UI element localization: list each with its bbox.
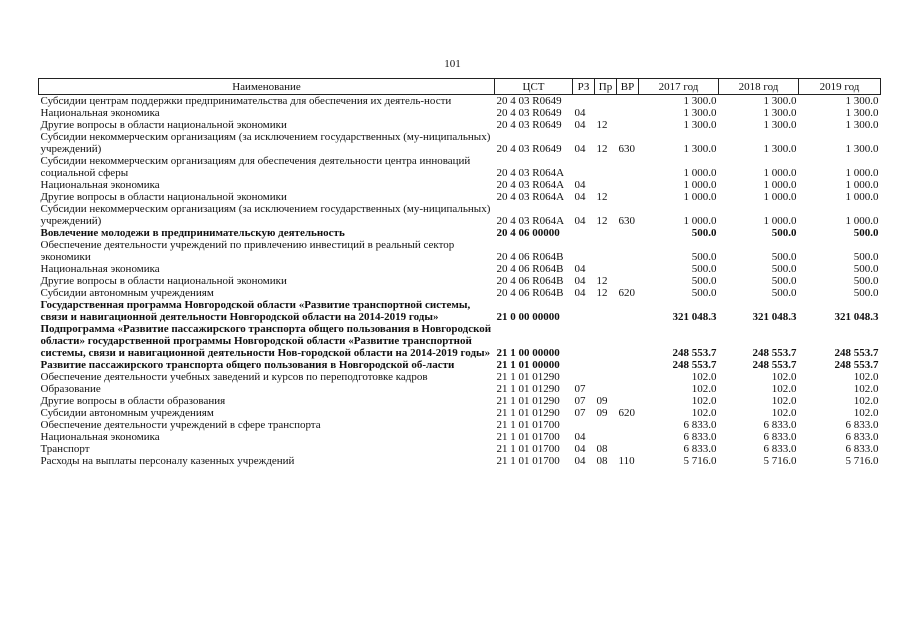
- row-name: Субсидии некоммерческим организациям (за исключением государственных (му-ниципальных) учреждений): [40, 203, 491, 227]
- row-2017: 102.0: [691, 395, 717, 407]
- row-cst: 21 1 01 01290: [496, 371, 560, 383]
- header-2017: 2017 год: [639, 79, 719, 95]
- row-cst: 21 1 00 00000: [496, 347, 560, 359]
- row-rz: [573, 155, 595, 179]
- row-2018: 1 000.0: [763, 215, 797, 227]
- row-vr: [617, 239, 639, 263]
- row-vr: 110: [618, 455, 635, 467]
- row-pr: 12: [596, 119, 608, 131]
- table-row: [39, 359, 881, 371]
- header-rz: РЗ: [573, 79, 595, 95]
- row-cst: 21 1 01 01700: [496, 431, 560, 443]
- row-vr: [617, 395, 639, 407]
- row-2017: 5 716.0: [683, 455, 717, 467]
- budget-table: [38, 78, 881, 467]
- row-rz: 04: [574, 431, 586, 443]
- table-row: [39, 227, 881, 239]
- row-2019: 500.0: [853, 275, 879, 287]
- table-row: [39, 287, 881, 299]
- row-2018: 6 833.0: [763, 443, 797, 455]
- row-vr: [617, 383, 639, 395]
- table-row: [39, 443, 881, 455]
- row-vr: [617, 419, 639, 431]
- header-row: [39, 79, 881, 95]
- row-2019: 6 833.0: [845, 431, 879, 443]
- row-2019: 1 000.0: [845, 215, 879, 227]
- row-2018: 102.0: [771, 407, 797, 419]
- row-2017: 6 833.0: [683, 443, 717, 455]
- row-rz: [573, 299, 595, 323]
- row-rz: 04: [574, 107, 586, 119]
- row-vr: [617, 95, 639, 108]
- row-name: Развитие пассажирского транспорта общего пользования в Новгородской об-ласти: [40, 359, 455, 371]
- row-pr: 12: [596, 191, 608, 203]
- row-2018: 1 000.0: [763, 191, 797, 203]
- row-vr: [617, 371, 639, 383]
- table-row: [39, 203, 881, 227]
- table-row: [39, 395, 881, 407]
- table-row: [39, 263, 881, 275]
- row-2019: 1 000.0: [845, 167, 879, 179]
- row-vr: [617, 119, 639, 131]
- row-cst: 20 4 03 R0649: [496, 95, 562, 107]
- row-2019: 102.0: [853, 371, 879, 383]
- row-2017: 321 048.3: [672, 311, 717, 323]
- header-2018: 2018 год: [719, 79, 799, 95]
- row-rz: [573, 371, 595, 383]
- row-rz: [573, 359, 595, 371]
- row-rz: 04: [574, 443, 586, 455]
- table-row: [39, 179, 881, 191]
- row-2019: 5 716.0: [845, 455, 879, 467]
- row-name: Обеспечение деятельности учреждений по привлечению инвестиций в реальный сектор экономики: [40, 239, 455, 263]
- row-2017: 102.0: [691, 383, 717, 395]
- row-2019: 321 048.3: [834, 311, 879, 323]
- row-2018: 500.0: [771, 287, 797, 299]
- row-pr: 12: [596, 143, 608, 155]
- row-rz: 04: [574, 179, 586, 191]
- row-name: Вовлечение молодежи в предпринимательскую деятельность: [40, 227, 345, 239]
- row-name: Обеспечение деятельности учреждений в сфере транспорта: [40, 419, 321, 431]
- row-2018: 1 300.0: [763, 107, 797, 119]
- row-name: Другие вопросы в области национальной экономики: [40, 275, 287, 287]
- row-vr: [617, 155, 639, 179]
- header-cst: ЦСТ: [495, 79, 573, 95]
- row-2018: 321 048.3: [752, 311, 797, 323]
- row-cst: 21 1 01 01290: [496, 407, 560, 419]
- row-name: Субсидии некоммерческим организациям для обеспечения деятельности центра инноваций социальной сферы: [40, 155, 471, 179]
- row-2018: 500.0: [771, 275, 797, 287]
- row-pr: 12: [596, 275, 608, 287]
- row-2018: 1 000.0: [763, 179, 797, 191]
- header-pr: Пр: [595, 79, 617, 95]
- row-pr: [595, 323, 617, 359]
- row-2017: 1 300.0: [683, 95, 717, 107]
- row-name: Национальная экономика: [40, 431, 160, 443]
- table-row: [39, 383, 881, 395]
- row-rz: [573, 419, 595, 431]
- row-name: Образование: [40, 383, 101, 395]
- row-2019: 6 833.0: [845, 443, 879, 455]
- row-2018: 500.0: [771, 263, 797, 275]
- header-vr: ВР: [617, 79, 639, 95]
- row-pr: [595, 383, 617, 395]
- row-pr: 12: [596, 215, 608, 227]
- row-2018: 1 300.0: [763, 119, 797, 131]
- table-row: [39, 431, 881, 443]
- row-rz: [573, 95, 595, 108]
- table-row: [39, 275, 881, 287]
- row-name: Субсидии автономным учреждениям: [40, 287, 214, 299]
- row-2019: 248 553.7: [834, 347, 879, 359]
- row-2018: 5 716.0: [763, 455, 797, 467]
- table-row: [39, 155, 881, 179]
- row-2017: 102.0: [691, 407, 717, 419]
- row-2017: 1 000.0: [683, 167, 717, 179]
- row-cst: 20 4 06 R064B: [496, 287, 564, 299]
- row-2019: 1 300.0: [845, 143, 879, 155]
- row-2017: 102.0: [691, 371, 717, 383]
- row-2019: 102.0: [853, 383, 879, 395]
- row-rz: 04: [574, 287, 586, 299]
- row-pr: 09: [596, 407, 608, 419]
- row-cst: 20 4 03 R0649: [496, 119, 562, 131]
- row-2018: 248 553.7: [752, 347, 797, 359]
- row-rz: 07: [574, 383, 586, 395]
- table-row: [39, 299, 881, 323]
- row-name: Транспорт: [40, 443, 90, 455]
- row-cst: 21 1 01 00000: [496, 359, 560, 371]
- row-vr: [617, 323, 639, 359]
- row-pr: 08: [596, 443, 608, 455]
- row-2018: 102.0: [771, 395, 797, 407]
- row-name: Государственная программа Новгородской области «Развитие транспортной системы, связи и навигационной деятельности Новгородской области на 2014-2019 годы»: [40, 299, 471, 323]
- row-2017: 1 300.0: [683, 119, 717, 131]
- row-rz: [573, 239, 595, 263]
- row-name: Другие вопросы в области национальной экономики: [40, 191, 287, 203]
- table-row: [39, 455, 881, 467]
- row-vr: [617, 107, 639, 119]
- row-name: Другие вопросы в области национальной экономики: [40, 119, 287, 131]
- table-row: [39, 371, 881, 383]
- row-vr: 630: [618, 215, 635, 227]
- row-2018: 6 833.0: [763, 419, 797, 431]
- row-cst: 21 1 01 01700: [496, 419, 560, 431]
- row-cst: 20 4 06 R064B: [496, 275, 564, 287]
- row-2019: 1 300.0: [845, 107, 879, 119]
- row-cst: 20 4 03 R064A: [496, 215, 565, 227]
- row-pr: [595, 155, 617, 179]
- row-vr: [617, 431, 639, 443]
- row-2017: 1 000.0: [683, 215, 717, 227]
- row-cst: 21 1 01 01700: [496, 455, 560, 467]
- row-2019: 500.0: [853, 287, 879, 299]
- row-2019: 6 833.0: [845, 419, 879, 431]
- row-pr: [595, 419, 617, 431]
- row-cst: 20 4 03 R0649: [496, 107, 562, 119]
- row-2017: 500.0: [691, 287, 717, 299]
- row-name: Субсидии автономным учреждениям: [40, 407, 214, 419]
- row-2018: 500.0: [771, 251, 797, 263]
- row-2018: 248 553.7: [752, 359, 797, 371]
- row-cst: 21 0 00 00000: [496, 311, 560, 323]
- row-rz: [573, 323, 595, 359]
- table-row: [39, 323, 881, 359]
- row-name: Субсидии некоммерческим организациям (за исключением государственных (му-ниципальных) учреждений): [40, 131, 491, 155]
- table-row: [39, 419, 881, 431]
- table-row: [39, 407, 881, 419]
- row-2019: 1 300.0: [845, 95, 879, 107]
- table-row: [39, 119, 881, 131]
- row-vr: [617, 359, 639, 371]
- row-pr: [595, 263, 617, 275]
- row-vr: 620: [618, 287, 635, 299]
- row-2018: 102.0: [771, 371, 797, 383]
- row-2019: 248 553.7: [834, 359, 879, 371]
- row-cst: 20 4 06 R064B: [496, 263, 564, 275]
- row-2018: 102.0: [771, 383, 797, 395]
- row-rz: 04: [574, 455, 586, 467]
- row-vr: 620: [618, 407, 635, 419]
- row-pr: [595, 95, 617, 108]
- row-pr: [595, 239, 617, 263]
- row-2018: 6 833.0: [763, 431, 797, 443]
- row-2017: 1 000.0: [683, 191, 717, 203]
- row-2019: 500.0: [853, 251, 879, 263]
- row-2017: 500.0: [691, 251, 717, 263]
- table-row: [39, 131, 881, 155]
- row-rz: 04: [574, 143, 586, 155]
- row-name: Субсидии центрам поддержки предпринимательства для обеспечения их деятель-ности: [40, 95, 452, 107]
- row-name: Другие вопросы в области образования: [40, 395, 226, 407]
- row-rz: 04: [574, 119, 586, 131]
- row-pr: 08: [596, 455, 608, 467]
- row-2017: 248 553.7: [672, 347, 717, 359]
- row-2017: 248 553.7: [672, 359, 717, 371]
- row-cst: 20 4 03 R064A: [496, 191, 565, 203]
- row-name: Национальная экономика: [40, 179, 160, 191]
- row-2017: 1 300.0: [683, 107, 717, 119]
- row-vr: [617, 443, 639, 455]
- row-2017: 1 000.0: [683, 179, 717, 191]
- row-2017: 1 300.0: [683, 143, 717, 155]
- row-cst: 20 4 03 R064A: [496, 179, 565, 191]
- row-vr: [617, 227, 639, 239]
- row-cst: 21 1 01 01290: [496, 383, 560, 395]
- row-2017: 500.0: [691, 227, 717, 239]
- row-2019: 102.0: [853, 407, 879, 419]
- row-cst: 21 1 01 01700: [496, 443, 560, 455]
- row-rz: 07: [574, 407, 586, 419]
- row-pr: 09: [596, 395, 608, 407]
- row-2018: 1 000.0: [763, 167, 797, 179]
- row-name: Национальная экономика: [40, 107, 160, 119]
- table-body: [39, 95, 881, 468]
- row-vr: [617, 275, 639, 287]
- row-2017: 500.0: [691, 263, 717, 275]
- table-row: [39, 239, 881, 263]
- row-cst: 20 4 03 R0649: [496, 143, 562, 155]
- row-cst: 20 4 06 R064B: [496, 251, 564, 263]
- row-vr: [617, 263, 639, 275]
- row-vr: [617, 299, 639, 323]
- table-row: [39, 191, 881, 203]
- row-pr: [595, 371, 617, 383]
- row-2019: 1 300.0: [845, 119, 879, 131]
- row-cst: 21 1 01 01290: [496, 395, 560, 407]
- row-2019: 102.0: [853, 395, 879, 407]
- row-2018: 1 300.0: [763, 95, 797, 107]
- row-2018: 1 300.0: [763, 143, 797, 155]
- row-2019: 1 000.0: [845, 179, 879, 191]
- row-pr: [595, 299, 617, 323]
- row-2017: 500.0: [691, 275, 717, 287]
- row-rz: [573, 227, 595, 239]
- row-pr: [595, 179, 617, 191]
- row-2017: 6 833.0: [683, 419, 717, 431]
- row-rz: 07: [574, 395, 586, 407]
- row-pr: [595, 431, 617, 443]
- row-2017: 6 833.0: [683, 431, 717, 443]
- row-rz: 04: [574, 263, 586, 275]
- row-rz: 04: [574, 215, 586, 227]
- row-vr: [617, 191, 639, 203]
- table-row: [39, 95, 881, 108]
- row-pr: 12: [596, 287, 608, 299]
- row-2019: 500.0: [853, 263, 879, 275]
- header-2019: 2019 год: [799, 79, 881, 95]
- table-row: [39, 107, 881, 119]
- header-name: Наименование: [39, 79, 495, 95]
- row-name: Расходы на выплаты персоналу казенных учреждений: [40, 455, 295, 467]
- row-rz: 04: [574, 191, 586, 203]
- row-name: Обеспечение деятельности учебных заведений и курсов по переподготовке кадров: [40, 371, 428, 383]
- row-2018: 500.0: [771, 227, 797, 239]
- row-2019: 500.0: [853, 227, 879, 239]
- row-name: Национальная экономика: [40, 263, 160, 275]
- row-2019: 1 000.0: [845, 191, 879, 203]
- row-vr: 630: [618, 143, 635, 155]
- row-vr: [617, 179, 639, 191]
- row-name: Подпрограмма «Развитие пассажирского транспорта общего пользования в Новгородской области» государственной программы Новгородской области «Развитие транспортной системы, связи и навигационной деятельности Нов-городской области на 2014-2019 годы»: [40, 323, 492, 359]
- row-pr: [595, 359, 617, 371]
- page-number: 101: [444, 58, 461, 70]
- row-rz: 04: [574, 275, 586, 287]
- row-cst: 20 4 03 R064A: [496, 167, 565, 179]
- row-pr: [595, 107, 617, 119]
- row-cst: 20 4 06 00000: [496, 227, 560, 239]
- row-pr: [595, 227, 617, 239]
